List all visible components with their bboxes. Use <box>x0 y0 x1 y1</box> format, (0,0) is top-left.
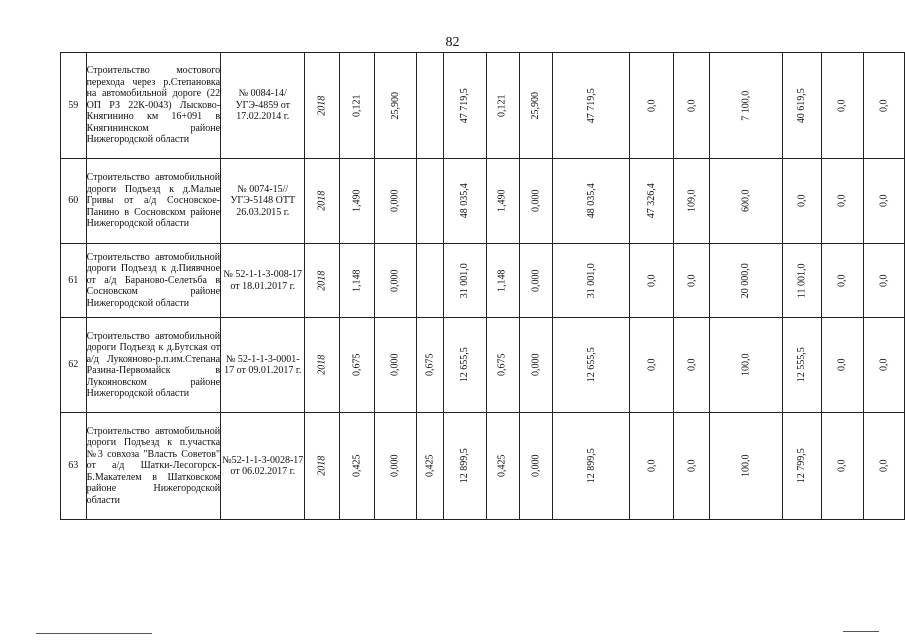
value-cell <box>374 244 416 318</box>
value-cell <box>553 413 630 520</box>
value-cell <box>630 53 674 159</box>
value-cell <box>674 318 710 413</box>
year-value: 2018 <box>316 95 328 116</box>
numeric-value: 0,000 <box>530 454 542 478</box>
value-cell <box>340 244 375 318</box>
expertise-document: №52-1-1-3-0028-17 от 06.02.2017 г. <box>221 413 305 520</box>
numeric-value: 0,0 <box>646 358 658 372</box>
numeric-value: 12 655,5 <box>459 347 471 383</box>
value-cell <box>782 244 822 318</box>
numeric-value: 0,425 <box>496 454 508 478</box>
value-cell <box>863 244 904 318</box>
numeric-value: 12 655,5 <box>585 347 597 383</box>
numeric-value: 1,148 <box>351 269 363 292</box>
numeric-value: 40 619,5 <box>796 88 808 123</box>
value-cell <box>305 318 340 413</box>
numeric-value: 1,490 <box>496 189 508 213</box>
table-row <box>61 159 905 244</box>
numeric-value: 600,0 <box>740 189 752 213</box>
numeric-value: 0,000 <box>530 353 542 377</box>
numeric-value: 25,900 <box>530 91 542 120</box>
value-cell <box>782 53 822 159</box>
value-cell <box>519 318 553 413</box>
numeric-value: 0,0 <box>686 358 698 372</box>
numeric-value: 109,0 <box>686 189 698 213</box>
expertise-document: № 0084-14/УГЭ-4859 от 17.02.2014 г. <box>221 53 305 159</box>
value-cell <box>444 413 486 520</box>
numeric-value: 0,0 <box>836 99 848 112</box>
numeric-value: 12 799,5 <box>796 448 808 484</box>
expertise-document: № 0074-15//УГЭ-5148 ОТТ 26.03.2015 г. <box>221 159 305 244</box>
numeric-value: 47 719,5 <box>585 88 597 123</box>
value-cell <box>553 318 630 413</box>
value-cell <box>822 244 863 318</box>
numeric-value: 0,675 <box>351 353 363 377</box>
value-cell <box>340 413 375 520</box>
table-row <box>61 318 905 413</box>
value-cell <box>782 159 822 244</box>
numeric-value: 31 001,0 <box>459 263 471 298</box>
numeric-value: 0,0 <box>878 459 890 473</box>
numeric-value: 12 899,5 <box>585 448 597 484</box>
page-number: 82 <box>445 35 460 50</box>
numeric-value: 0,0 <box>836 358 848 372</box>
numeric-value: 0,0 <box>878 274 890 287</box>
value-cell <box>305 159 340 244</box>
value-cell <box>630 413 674 520</box>
value-cell <box>674 159 710 244</box>
value-cell <box>863 318 904 413</box>
table-row <box>61 413 905 520</box>
numeric-value: 0,425 <box>424 454 436 478</box>
value-cell <box>863 53 904 159</box>
numeric-value: 100,0 <box>740 454 752 478</box>
value-cell <box>553 244 630 318</box>
value-cell <box>863 413 904 520</box>
numeric-value: 7 100,0 <box>740 90 752 121</box>
value-cell <box>519 159 553 244</box>
numeric-value: 0,0 <box>878 99 890 112</box>
numeric-value: 12 555,5 <box>796 347 808 383</box>
value-cell <box>822 318 863 413</box>
numeric-value: 0,675 <box>496 353 508 377</box>
value-cell <box>374 159 416 244</box>
value-cell <box>822 413 863 520</box>
value-cell <box>305 413 340 520</box>
value-cell <box>444 159 486 244</box>
table-row <box>61 53 905 159</box>
scan-line-left <box>36 633 152 634</box>
object-name: Строительство автомобильной дороги Подъезд к д.Бутская от а/д Лукояново-р.п.им.Степана Разина-Первомайск в Лукояновском районе Нижегородской области <box>86 318 221 413</box>
row-number: 61 <box>61 244 87 318</box>
object-name: Строительство автомобильной дороги Подъезд к п.участка №3 совхоза "Власть Советов" от а/д Шатки-Лесогорск-Б.Макателем в Шатковском районе Нижегородской области <box>86 413 221 520</box>
scan-line-right <box>843 631 879 632</box>
object-name: Строительство автомобильной дороги Подъезд к д.Пиявчное от а/д Бараново-Селетьба в Сосновском районе Нижегородской области <box>86 244 221 318</box>
value-cell <box>486 318 519 413</box>
value-cell <box>710 318 782 413</box>
expertise-document: № 52-1-1-3-0001-17 от 09.01.2017 г. <box>221 318 305 413</box>
numeric-value: 47 719,5 <box>459 88 471 123</box>
value-cell <box>519 53 553 159</box>
numeric-value: 0,000 <box>389 269 401 292</box>
numeric-value: 0,0 <box>836 194 848 208</box>
numeric-value: 1,148 <box>496 269 508 292</box>
value-cell <box>374 53 416 159</box>
numeric-value: 25,900 <box>389 91 401 120</box>
object-name: Строительство мостового перехода через р.Степановка на автомобильной дороге (22 ОП РЗ 22К-0043) Лысково-Княгинино км 16+091 в Княгининском районе Нижегородской области <box>86 53 221 159</box>
numeric-value: 0,000 <box>530 269 542 292</box>
value-cell <box>519 413 553 520</box>
numeric-value: 0,121 <box>496 94 508 117</box>
value-cell <box>416 159 444 244</box>
value-cell <box>486 159 519 244</box>
value-cell <box>710 53 782 159</box>
value-cell <box>782 413 822 520</box>
numeric-value: 100,0 <box>740 353 752 377</box>
value-cell <box>486 244 519 318</box>
value-cell <box>782 318 822 413</box>
year-value: 2018 <box>316 270 328 291</box>
row-number: 60 <box>61 159 87 244</box>
object-name: Строительство автомобильной дороги Подъезд к д.Малые Гривы от а/д Сосновское-Панино в Сосновском районе Нижегородской области <box>86 159 221 244</box>
value-cell <box>710 413 782 520</box>
value-cell <box>519 244 553 318</box>
value-cell <box>674 413 710 520</box>
value-cell <box>305 53 340 159</box>
data-table <box>60 52 905 520</box>
value-cell <box>630 244 674 318</box>
value-cell <box>444 53 486 159</box>
value-cell <box>340 318 375 413</box>
numeric-value: 0,000 <box>530 189 542 213</box>
numeric-value: 0,000 <box>389 454 401 478</box>
row-number: 63 <box>61 413 87 520</box>
numeric-value: 0,0 <box>878 194 890 208</box>
value-cell <box>486 413 519 520</box>
numeric-value: 0,0 <box>836 459 848 473</box>
value-cell <box>374 318 416 413</box>
value-cell <box>305 244 340 318</box>
value-cell <box>444 244 486 318</box>
expertise-document: № 52-1-1-3-008-17 от 18.01.2017 г. <box>221 244 305 318</box>
numeric-value: 0,0 <box>878 358 890 372</box>
table-row <box>61 244 905 318</box>
year-value: 2018 <box>316 456 328 476</box>
numeric-value: 20 000,0 <box>740 263 752 298</box>
numeric-value: 0,0 <box>686 274 698 287</box>
numeric-value: 0,0 <box>796 194 808 208</box>
numeric-value: 48 035,4 <box>585 183 597 219</box>
value-cell <box>822 159 863 244</box>
value-cell <box>553 53 630 159</box>
value-cell <box>416 53 444 159</box>
numeric-value: 0,0 <box>686 99 698 112</box>
value-cell <box>710 244 782 318</box>
numeric-value: 48 035,4 <box>459 183 471 219</box>
value-cell <box>416 244 444 318</box>
numeric-value: 0,121 <box>351 94 363 117</box>
numeric-value: 0,0 <box>836 274 848 287</box>
numeric-value: 11 001,0 <box>796 263 808 298</box>
numeric-value: 0,0 <box>646 459 658 473</box>
numeric-value: 0,0 <box>686 459 698 473</box>
numeric-value: 0,000 <box>389 189 401 213</box>
value-cell <box>444 318 486 413</box>
numeric-value: 12 899,5 <box>459 448 471 484</box>
numeric-value: 0,675 <box>424 353 436 377</box>
value-cell <box>374 413 416 520</box>
numeric-value: 0,000 <box>389 353 401 377</box>
value-cell <box>822 53 863 159</box>
value-cell <box>630 318 674 413</box>
numeric-value: 0,0 <box>646 274 658 287</box>
row-number: 59 <box>61 53 87 159</box>
numeric-value: 0,425 <box>351 454 363 478</box>
value-cell <box>674 53 710 159</box>
value-cell <box>340 53 375 159</box>
value-cell <box>863 159 904 244</box>
numeric-value: 1,490 <box>351 189 363 213</box>
numeric-value: 47 326,4 <box>646 183 658 219</box>
numeric-value: 0,0 <box>646 99 658 112</box>
value-cell <box>553 159 630 244</box>
value-cell <box>674 244 710 318</box>
value-cell <box>416 413 444 520</box>
row-number: 62 <box>61 318 87 413</box>
numeric-value: 31 001,0 <box>585 263 597 298</box>
value-cell <box>710 159 782 244</box>
value-cell <box>416 318 444 413</box>
year-value: 2018 <box>316 191 328 211</box>
year-value: 2018 <box>316 355 328 375</box>
value-cell <box>486 53 519 159</box>
value-cell <box>340 159 375 244</box>
value-cell <box>630 159 674 244</box>
